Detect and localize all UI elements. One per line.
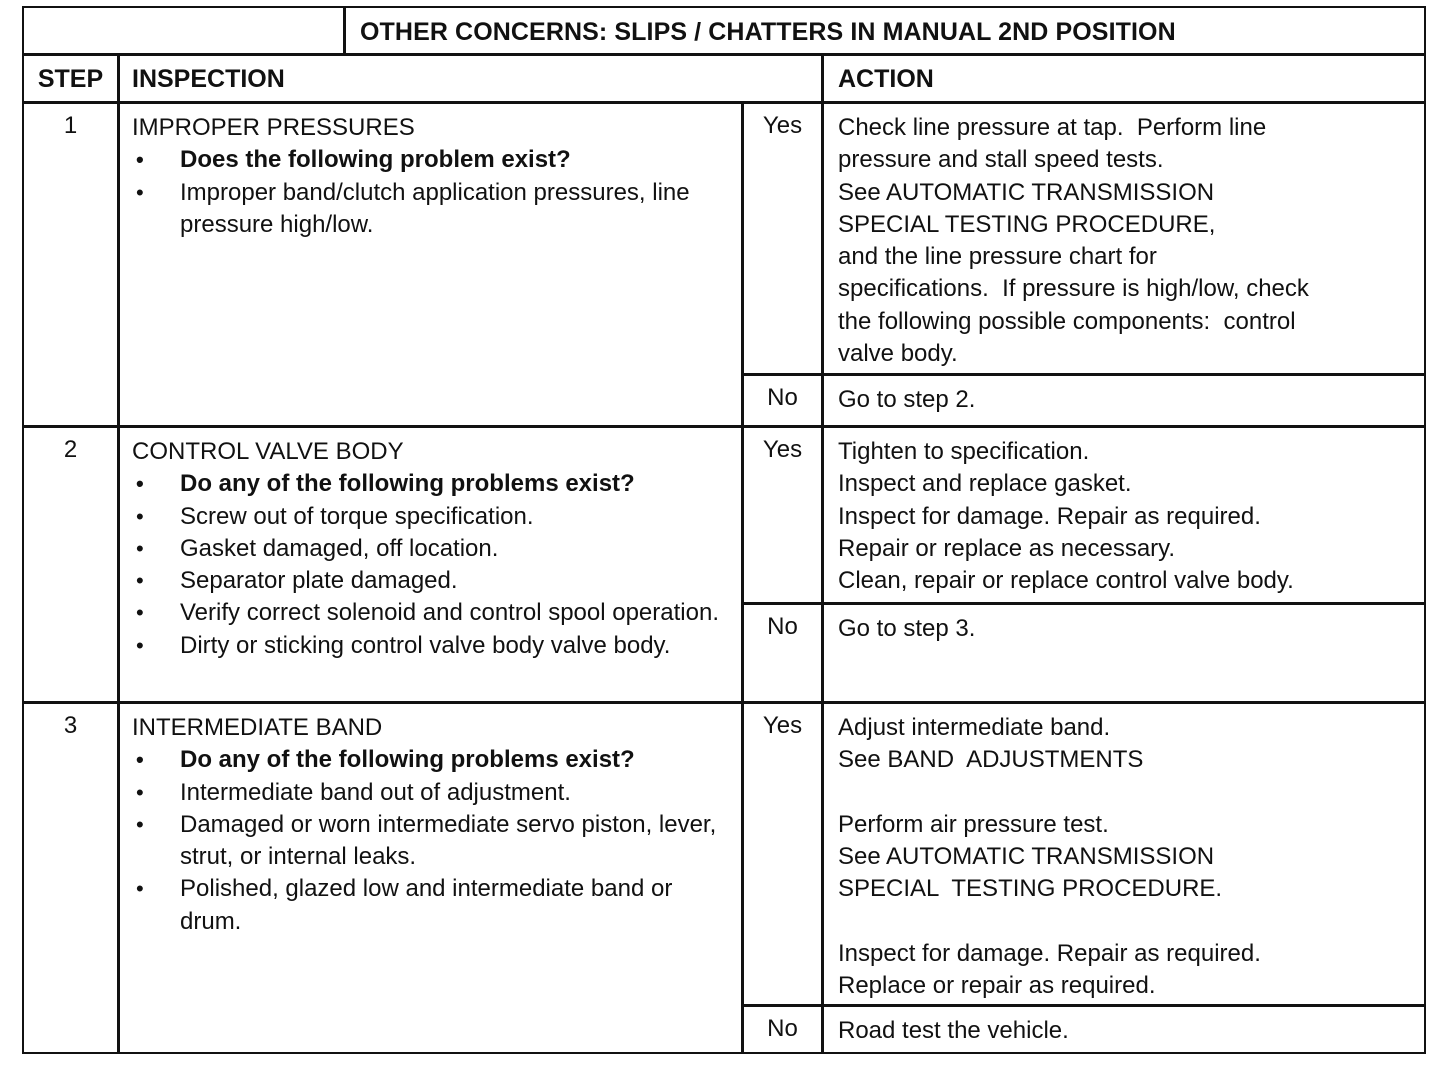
yes-label: Yes: [744, 104, 824, 373]
decision-cell: [744, 104, 1424, 425]
action-line: Repair or replace as necessary.: [838, 534, 1176, 562]
yes-action: [824, 704, 1424, 1004]
inspection-bullet: • Polished, glazed low and intermediate band or drum.: [132, 873, 731, 938]
action-line: Inspect for damage. Repair as required.: [838, 940, 1261, 968]
inspection-question: • Do any of the following problems exist?: [132, 468, 731, 500]
no-action: Road test the vehicle.: [838, 1017, 1069, 1044]
inspection-bullet: • Improper band/clutch application pressures, line pressure high/low.: [132, 177, 731, 242]
header-row: [24, 56, 1424, 104]
inspection-bullet: • Screw out of torque specification.: [132, 501, 731, 533]
step-number: 3: [24, 704, 120, 1052]
header-step: STEP: [24, 56, 120, 101]
inspection-list: [132, 468, 731, 662]
action-line: Check line pressure at tap. Perform line: [838, 114, 1267, 141]
no-action: Go to step 3.: [838, 615, 976, 642]
no-row: [744, 605, 1424, 701]
no-label: No: [744, 605, 824, 701]
yes-row: [744, 104, 1424, 376]
action-line: Adjust intermediate band.: [838, 714, 1111, 741]
no-row: [744, 1007, 1424, 1052]
action-line: [838, 906, 1414, 938]
action-line: [838, 777, 1414, 809]
action-line: Perform air pressure test.: [838, 810, 1109, 838]
yes-label: Yes: [744, 428, 824, 602]
yes-row: [744, 428, 1424, 605]
action-line: Inspect for damage. Repair as required.: [838, 502, 1261, 530]
inspection-bullet: • Gasket damaged, off location.: [132, 533, 731, 565]
action-line: See AUTOMATIC TRANSMISSION: [838, 843, 1215, 871]
decision-cell: [744, 428, 1424, 701]
step-row-3: [24, 704, 1424, 1052]
step-row-1: [24, 104, 1424, 428]
inspection-title: IMPROPER PRESSURES: [132, 114, 415, 141]
action-line: valve body.: [838, 340, 958, 368]
inspection-bullet: • Damaged or worn intermediate servo piston, lever, strut, or internal leaks.: [132, 809, 731, 874]
action-line: pressure and stall speed tests.: [838, 146, 1164, 174]
inspection-bullet: • Verify correct solenoid and control spool operation.: [132, 597, 731, 629]
action-line: See BAND ADJUSTMENTS: [838, 746, 1144, 774]
inspection-title: INTERMEDIATE BAND: [132, 714, 383, 741]
inspection-bullet: • Separator plate damaged.: [132, 565, 731, 597]
header-inspection: INSPECTION: [120, 56, 824, 101]
yes-action: [824, 104, 1424, 373]
action-line: Tighten to specification.: [838, 438, 1090, 465]
step-number: 2: [24, 428, 120, 701]
inspection-bullet: • Intermediate band out of adjustment.: [132, 777, 731, 809]
title-row: [24, 8, 1424, 56]
inspection-cell: [120, 104, 744, 425]
no-label: No: [744, 376, 824, 425]
inspection-list: [132, 744, 731, 938]
no-row: [744, 376, 1424, 425]
inspection-title: CONTROL VALVE BODY: [132, 438, 404, 465]
inspection-list: [132, 144, 731, 241]
inspection-question: • Does the following problem exist?: [132, 144, 731, 176]
action-line: SPECIAL TESTING PROCEDURE,: [838, 210, 1216, 238]
yes-label: Yes: [744, 704, 824, 1004]
action-line: the following possible components: control: [838, 307, 1296, 335]
no-label: No: [744, 1007, 824, 1052]
action-line: Replace or repair as required.: [838, 972, 1156, 1000]
title-blank-cell: [24, 8, 346, 53]
action-line: and the line pressure chart for: [838, 243, 1157, 271]
step-number: 1: [24, 104, 120, 425]
yes-action: [824, 428, 1424, 602]
inspection-question: • Do any of the following problems exist?: [132, 744, 731, 776]
action-line: SPECIAL TESTING PROCEDURE.: [838, 875, 1223, 903]
action-line: See AUTOMATIC TRANSMISSION: [838, 178, 1215, 206]
header-action: ACTION: [838, 65, 934, 93]
inspection-bullet: • Dirty or sticking control valve body valve body.: [132, 630, 731, 662]
decision-cell: [744, 704, 1424, 1052]
step-row-2: [24, 428, 1424, 704]
inspection-cell: [120, 428, 744, 701]
action-line: specifications. If pressure is high/low, check: [838, 275, 1309, 303]
action-line: Clean, repair or replace control valve body.: [838, 567, 1294, 595]
no-action: Go to step 2.: [838, 386, 976, 413]
action-line: Inspect and replace gasket.: [838, 470, 1132, 498]
diagnostic-table: [22, 6, 1426, 1054]
table-title: OTHER CONCERNS: SLIPS / CHATTERS IN MANUAL 2ND POSITION: [360, 18, 1176, 46]
inspection-cell: [120, 704, 744, 1052]
yes-row: [744, 704, 1424, 1007]
